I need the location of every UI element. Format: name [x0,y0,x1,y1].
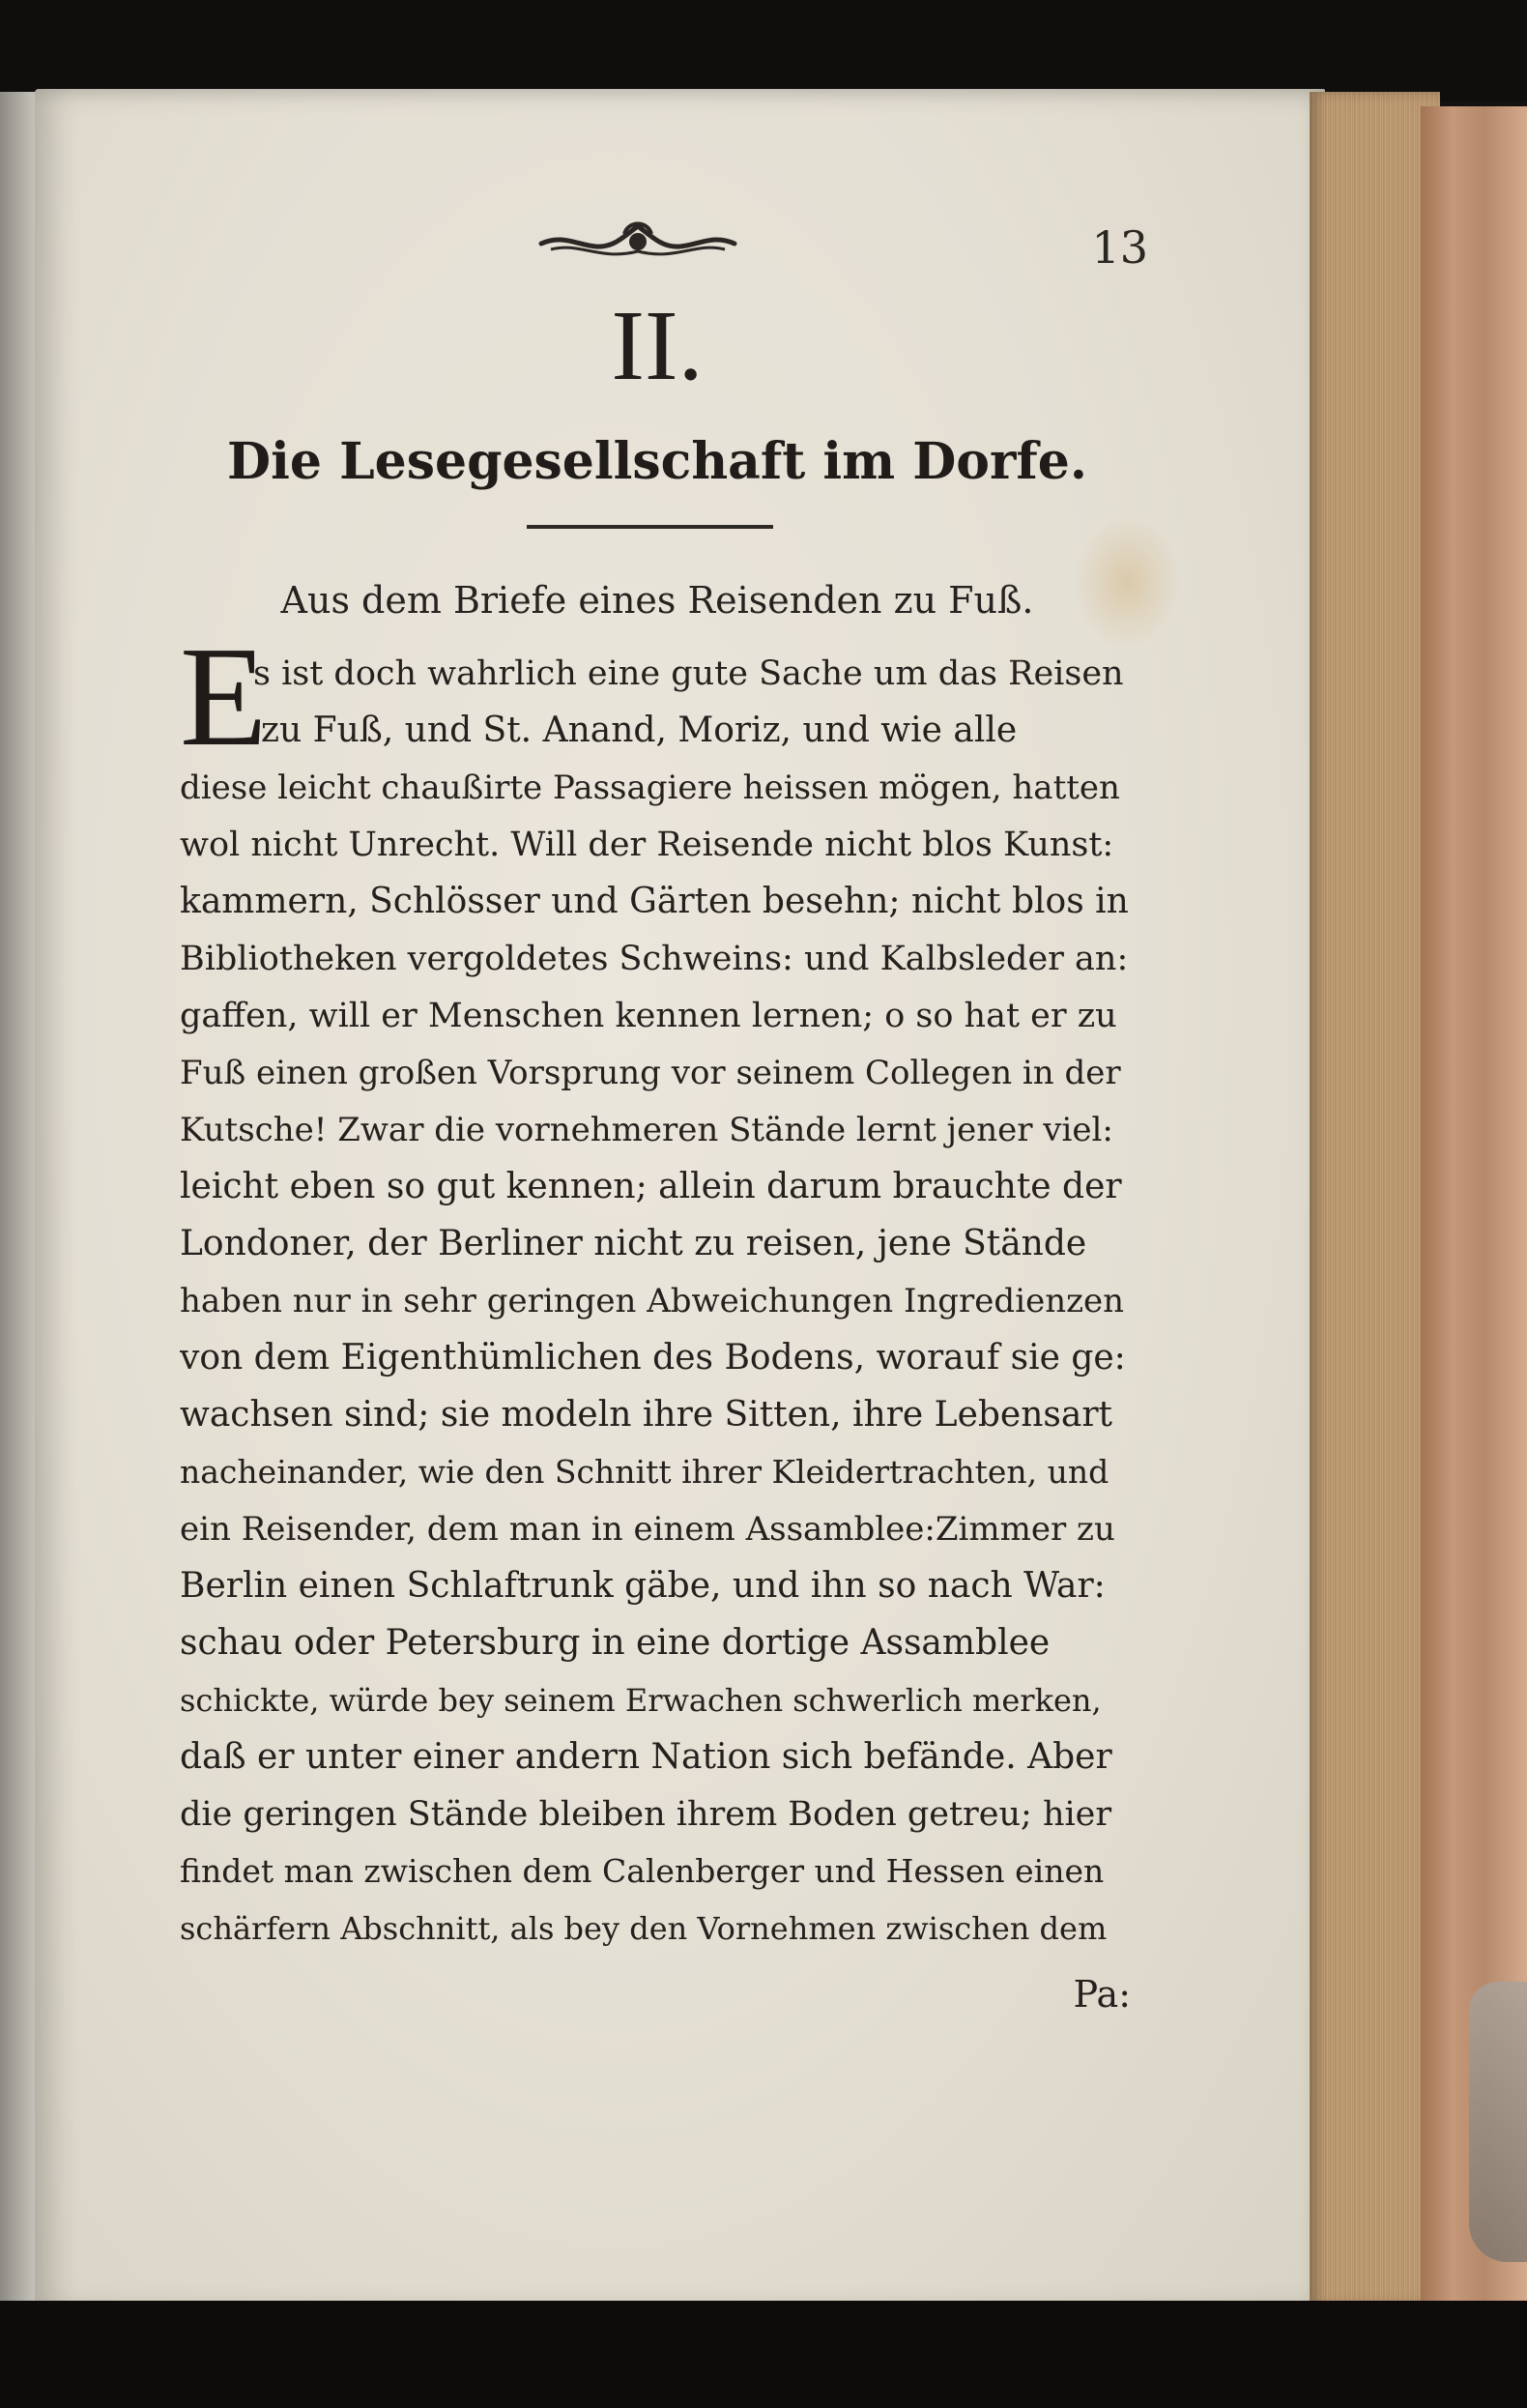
body-line: Kutsche! Zwar die vornehmeren Stände lernt jener viel: [180,1111,1113,1149]
body-line: Bibliotheken vergoldetes Schweins: und Kalbsleder an: [180,940,1129,978]
body-line: Fuß einen großen Vorsprung vor seinem Collegen in der [180,1054,1121,1092]
body-line: ein Reisender, dem man in einem Assamblee:Zimmer zu [180,1510,1115,1549]
body-line: schau oder Petersburg in eine dortige Assamblee [180,1623,1051,1663]
body-line: zu Fuß, und St. Anand, Moriz, und wie alle [261,711,1018,750]
body-line: gaffen, will er Menschen kennen lernen; o so hat er zu [180,997,1117,1035]
ornament-icon [532,213,744,275]
body-line: leicht eben so gut kennen; allein darum brauchte der [180,1167,1122,1206]
chapter-title: Die Lesegesellschaft im Dorfe. [227,432,1087,491]
body-line: kammern, Schlösser und Gärten besehn; nicht blos in [180,882,1129,921]
body-line: wachsen sind; sie modeln ihre Sitten, ihre Lebensart [180,1395,1113,1435]
page-number: 13 [1091,221,1148,274]
chapter-subtitle: Aus dem Briefe eines Reisenden zu Fuß. [280,579,1034,622]
body-line: nacheinander, wie den Schnitt ihrer Kleidertrachten, und [180,1453,1109,1491]
body-line: s ist doch wahrlich eine gute Sache um das Reisen [253,654,1124,693]
body-line: daß er unter einer andern Nation sich befände. Aber [180,1737,1112,1777]
body-line: Berlin einen Schlaftrunk gäbe, und ihn so nach War: [180,1566,1106,1606]
cover-wear [1469,1982,1527,2262]
body-line: schickte, würde bey seinem Erwachen schwerlich merken, [180,1682,1102,1719]
body-line: von dem Eigenthümlichen des Bodens, worauf sie ge: [180,1338,1126,1378]
body-line: haben nur in sehr geringen Abweichungen Ingredienzen [180,1282,1125,1320]
body-line: diese leicht chaußirte Passagiere heissen mögen, hatten [180,769,1120,807]
body-line: schärfern Abschnitt, als bey den Vornehmen zwischen dem [180,1910,1108,1947]
body-line: findet man zwischen dem Calenberger und Hessen einen [180,1852,1105,1890]
drop-cap: E [180,618,268,776]
title-rule [527,525,773,529]
chapter-numeral: II. [611,290,704,401]
background-top [0,0,1527,102]
body-line: wol nicht Unrecht. Will der Reisende nicht blos Kunst: [180,826,1114,864]
catchword: Pa: [1073,1973,1131,2016]
background-bottom [0,2301,1527,2408]
body-line: Londoner, der Berliner nicht zu reisen, jene Stände [180,1224,1087,1263]
body-line: die geringen Stände bleiben ihrem Boden getreu; hier [180,1795,1112,1834]
